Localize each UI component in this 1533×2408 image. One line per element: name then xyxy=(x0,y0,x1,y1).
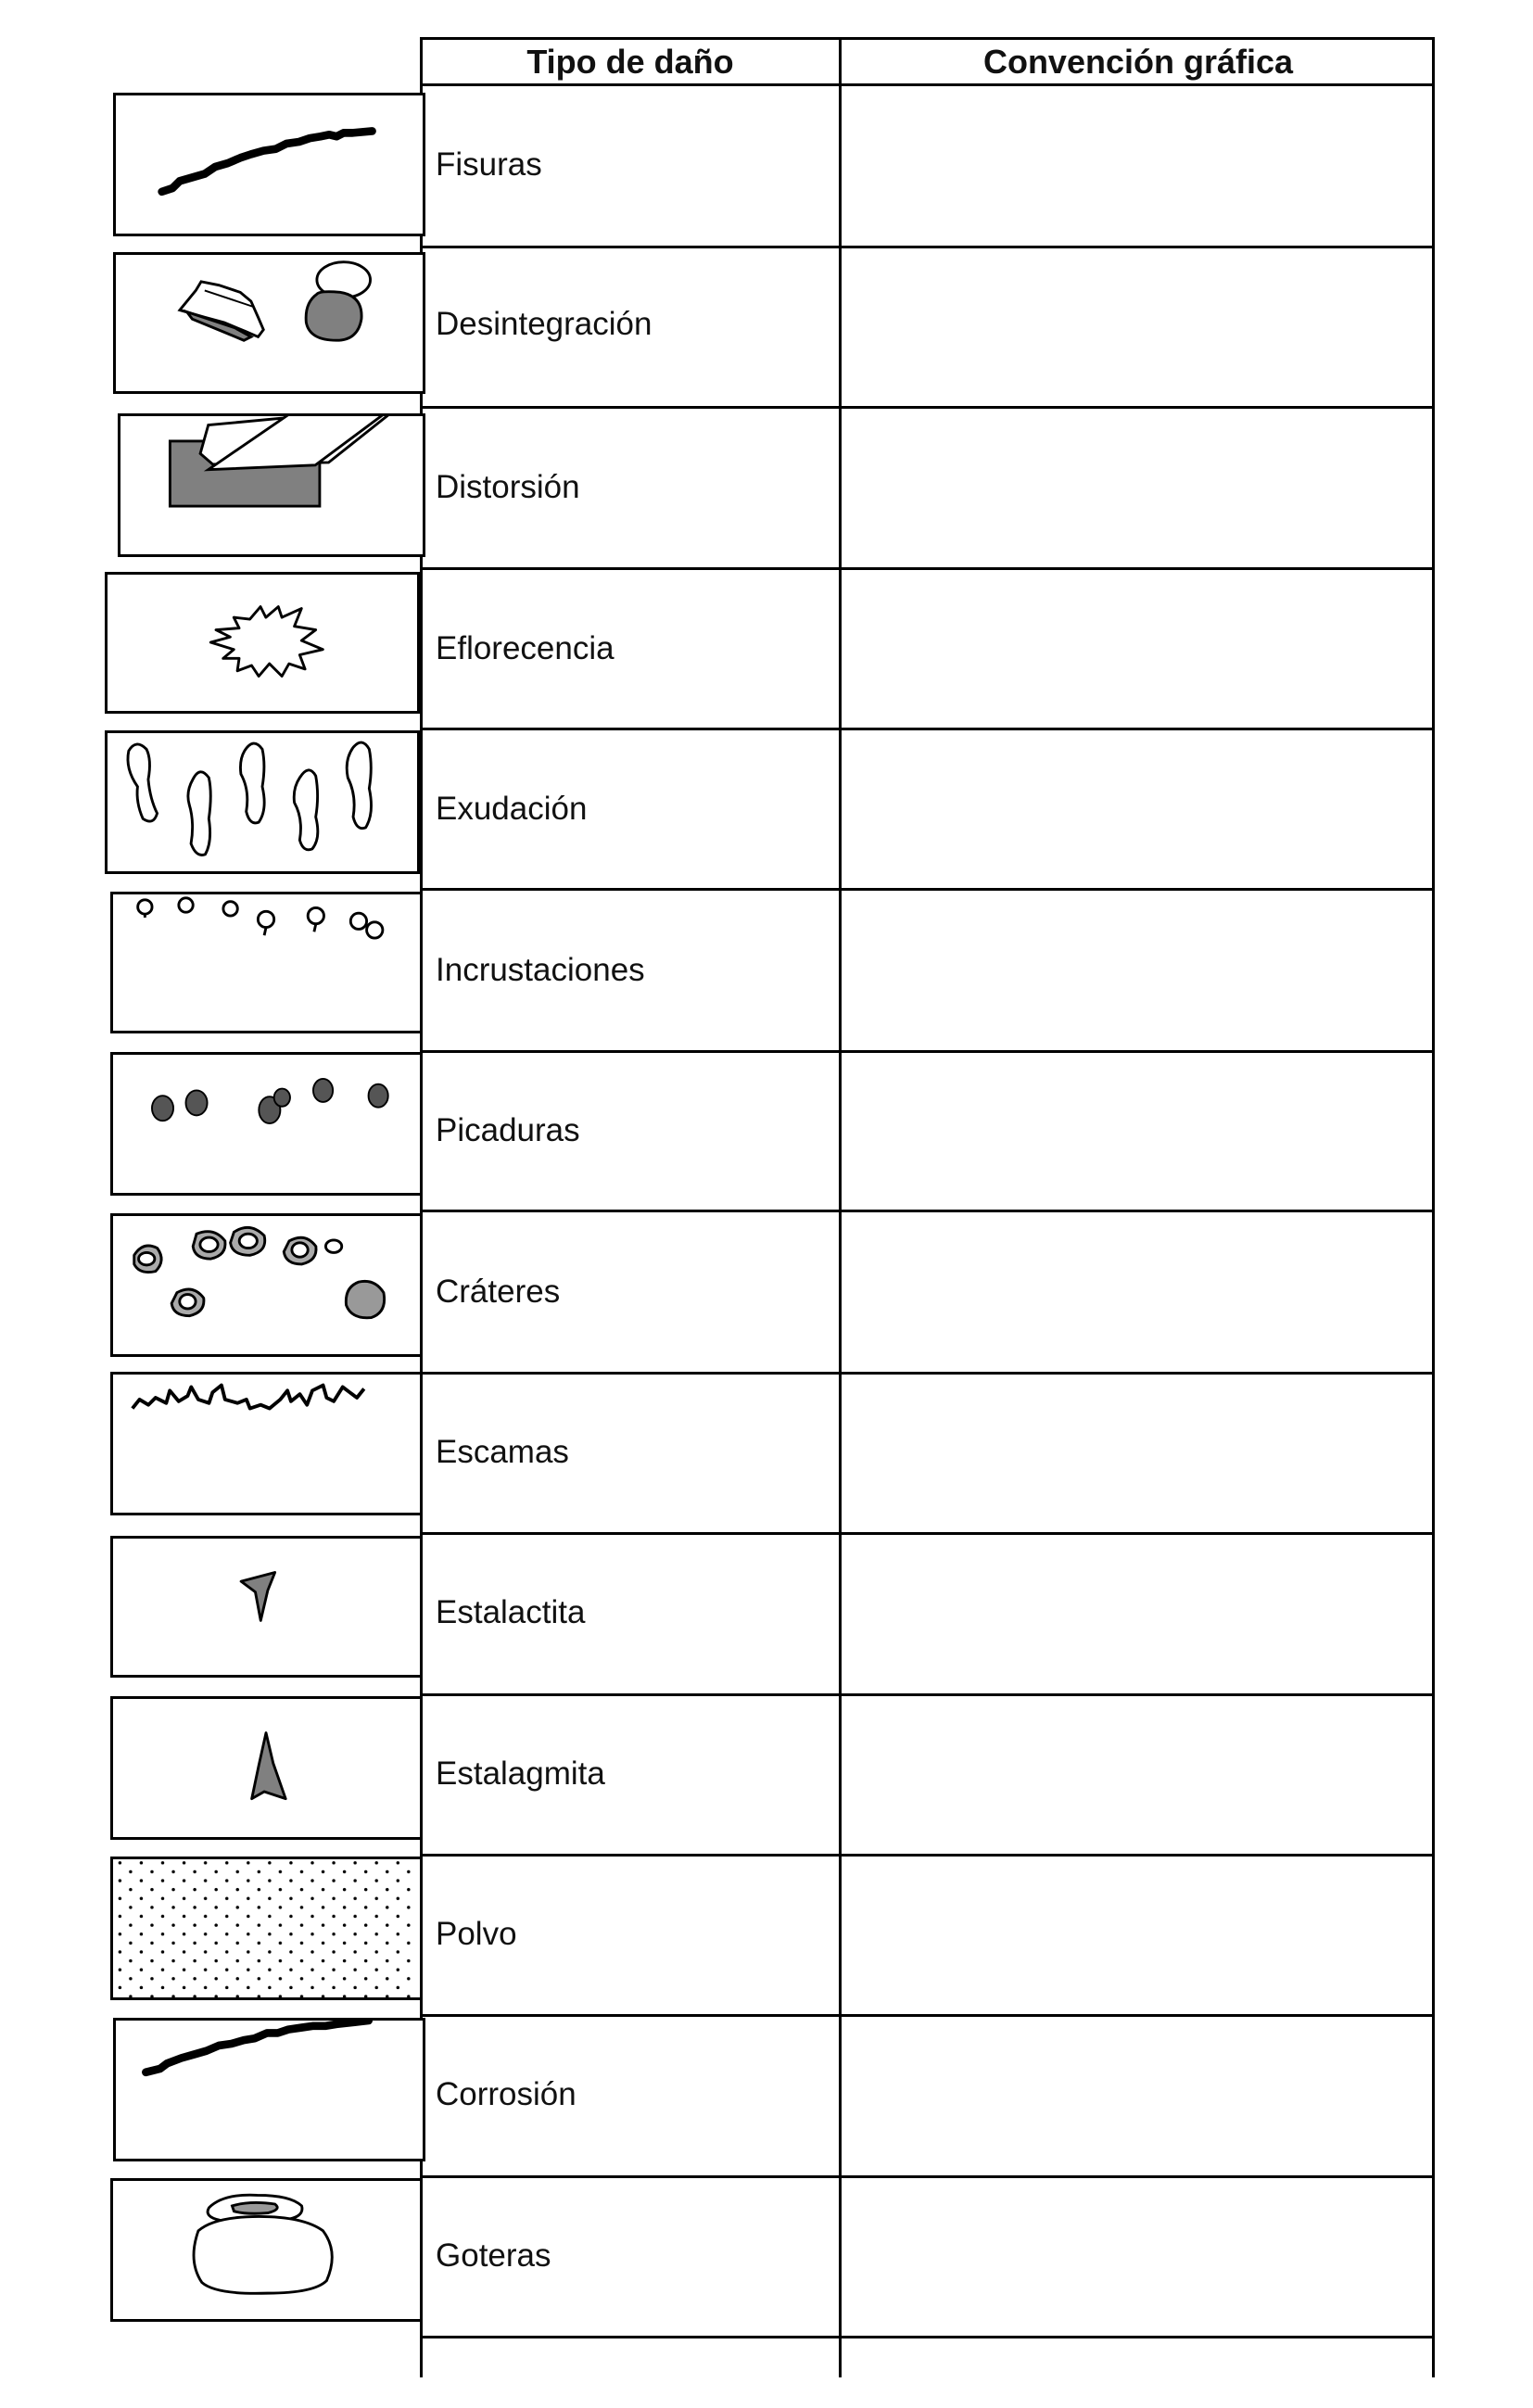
dust-icon xyxy=(110,1857,423,2000)
table-right-border xyxy=(1432,37,1435,2377)
row-label-eflorecencia: Eflorecencia xyxy=(436,630,614,666)
row-label-corrosion: Corrosión xyxy=(436,2076,576,2112)
row-divider xyxy=(422,2175,1435,2178)
row-divider xyxy=(422,246,1435,248)
efflorescence-icon xyxy=(105,572,420,714)
row-label-picaduras: Picaduras xyxy=(436,1112,580,1148)
row-divider xyxy=(422,2014,1435,2017)
scaling-icon xyxy=(110,1372,423,1515)
stalagmite-icon xyxy=(110,1696,423,1840)
row-label-distorsion: Distorsión xyxy=(436,469,580,505)
exudation-icon xyxy=(105,730,420,874)
header-tipo-de-dano: Tipo de daño xyxy=(526,43,734,81)
row-divider xyxy=(422,1854,1435,1857)
stalactite-icon xyxy=(110,1536,423,1678)
disintegration-icon xyxy=(113,252,425,394)
row-label-escamas: Escamas xyxy=(436,1434,569,1470)
row-label-desintegracion: Desintegración xyxy=(436,306,652,342)
column-divider xyxy=(839,37,842,2377)
row-divider xyxy=(422,1693,1435,1696)
row-divider xyxy=(422,406,1435,409)
table-bottom-border xyxy=(422,2336,1435,2338)
header-convencion-grafica: Convención gráfica xyxy=(982,43,1294,81)
row-divider xyxy=(422,1532,1435,1535)
row-divider xyxy=(422,728,1435,730)
row-divider xyxy=(422,567,1435,570)
leaks-icon xyxy=(110,2178,423,2322)
row-label-estalactita: Estalactita xyxy=(436,1594,586,1630)
row-divider xyxy=(422,1210,1435,1212)
row-divider xyxy=(422,1372,1435,1375)
row-label-fisuras: Fisuras xyxy=(436,146,542,183)
row-label-estalagmita: Estalagmita xyxy=(436,1755,605,1792)
row-label-exudacion: Exudación xyxy=(436,791,588,827)
pitting-icon xyxy=(110,1052,423,1196)
incrustations-icon xyxy=(110,892,423,1033)
row-label-incrustaciones: Incrustaciones xyxy=(436,952,645,988)
crack-icon xyxy=(113,93,425,236)
row-divider xyxy=(422,1050,1435,1053)
row-label-goteras: Goteras xyxy=(436,2237,551,2274)
row-divider xyxy=(422,888,1435,891)
craters-icon xyxy=(110,1213,423,1357)
corrosion-icon xyxy=(113,2018,425,2161)
distortion-icon xyxy=(118,413,425,557)
row-label-polvo: Polvo xyxy=(436,1916,517,1952)
row-label-crateres: Cráteres xyxy=(436,1274,561,1310)
